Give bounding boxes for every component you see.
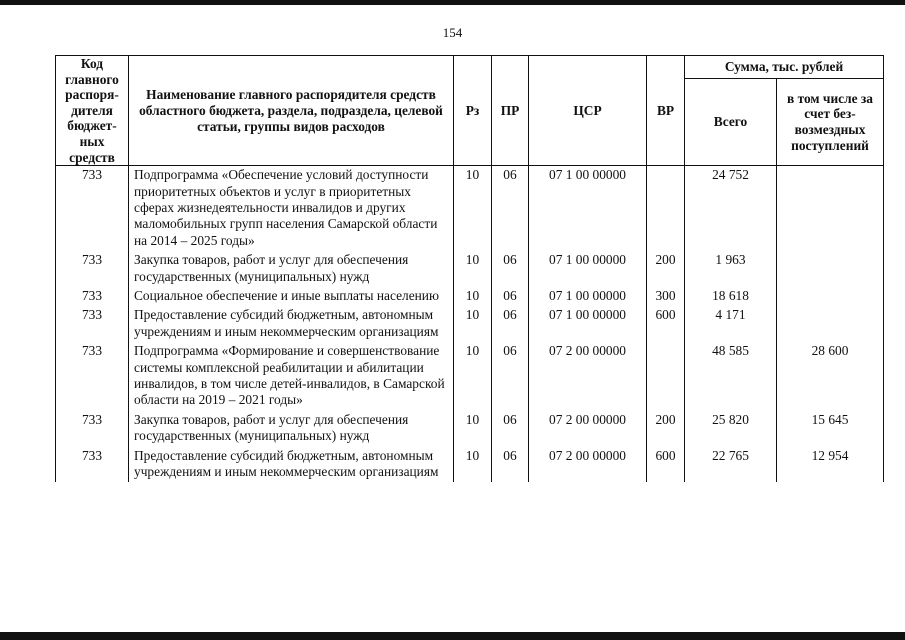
cell-grants [777, 287, 884, 306]
cell-name: Социальное обеспечение и иные выплаты населению [129, 287, 454, 306]
scan-bottom-edge [0, 632, 905, 640]
budget-table [55, 55, 884, 482]
cell-code: 733 [56, 166, 129, 252]
cell-pr: 06 [492, 411, 529, 447]
cell-code: 733 [56, 342, 129, 411]
cell-code: 733 [56, 287, 129, 306]
cell-total: 48 585 [685, 342, 777, 411]
cell-rz: 10 [454, 342, 492, 411]
table-row [56, 447, 884, 483]
cell-code: 733 [56, 306, 129, 342]
header-total: Всего [685, 79, 777, 166]
cell-csr: 07 2 00 00000 [529, 411, 647, 447]
cell-rz: 10 [454, 411, 492, 447]
table-row [56, 306, 884, 342]
cell-total: 22 765 [685, 447, 777, 483]
cell-vr: 600 [647, 447, 685, 483]
cell-pr: 06 [492, 447, 529, 483]
header-name: Наименование главного распорядителя средств областного бюджета, раздела, подраздела, целевой статьи, группы видов расходов [129, 56, 454, 166]
header-grants: в том числе за счет без-возмездных поступлений [777, 79, 884, 166]
cell-grants: 15 645 [777, 411, 884, 447]
cell-rz: 10 [454, 287, 492, 306]
header-rz: Рз [454, 56, 492, 166]
cell-total: 24 752 [685, 166, 777, 252]
cell-rz: 10 [454, 447, 492, 483]
cell-grants [777, 306, 884, 342]
cell-pr: 06 [492, 342, 529, 411]
cell-pr: 06 [492, 166, 529, 252]
table-row [56, 287, 884, 306]
header-pr: ПР [492, 56, 529, 166]
cell-name: Предоставление субсидий бюджетным, автономным учреждениям и иным некоммерческим организациям [129, 447, 454, 483]
table-body [56, 166, 884, 483]
cell-vr [647, 166, 685, 252]
cell-pr: 06 [492, 251, 529, 287]
cell-rz: 10 [454, 251, 492, 287]
header-csr: ЦСР [529, 56, 647, 166]
cell-grants: 28 600 [777, 342, 884, 411]
cell-total: 18 618 [685, 287, 777, 306]
cell-pr: 06 [492, 306, 529, 342]
cell-name: Подпрограмма «Формирование и совершенствование системы комплексной реабилитации и абилитации инвалидов, в том числе детей-инвалидов, в Самарской области на 2019 – 2021 годы» [129, 342, 454, 411]
cell-vr: 300 [647, 287, 685, 306]
cell-code: 733 [56, 411, 129, 447]
scan-top-edge [0, 0, 905, 5]
cell-code: 733 [56, 447, 129, 483]
cell-name: Подпрограмма «Обеспечение условий доступности приоритетных объектов и услуг в приоритетных сферах жизнедеятельности инвалидов и других маломобильных групп населения Самарской области на 2014 – 2025 годы» [129, 166, 454, 252]
table-row [56, 411, 884, 447]
cell-name: Закупка товаров, работ и услуг для обеспечения государственных (муниципальных) нужд [129, 251, 454, 287]
cell-csr: 07 1 00 00000 [529, 166, 647, 252]
cell-total: 4 171 [685, 306, 777, 342]
cell-name: Предоставление субсидий бюджетным, автономным учреждениям и иным некоммерческим организациям [129, 306, 454, 342]
cell-vr: 600 [647, 306, 685, 342]
cell-csr: 07 2 00 00000 [529, 342, 647, 411]
cell-code: 733 [56, 251, 129, 287]
cell-name: Закупка товаров, работ и услуг для обеспечения государственных (муниципальных) нужд [129, 411, 454, 447]
cell-csr: 07 1 00 00000 [529, 287, 647, 306]
cell-pr: 06 [492, 287, 529, 306]
cell-grants: 12 954 [777, 447, 884, 483]
table-row [56, 342, 884, 411]
table-row [56, 251, 884, 287]
cell-rz: 10 [454, 306, 492, 342]
page-number: 154 [442, 25, 463, 40]
cell-vr [647, 342, 685, 411]
cell-grants [777, 251, 884, 287]
header-vr: ВР [647, 56, 685, 166]
cell-csr: 07 1 00 00000 [529, 306, 647, 342]
cell-total: 1 963 [685, 251, 777, 287]
cell-rz: 10 [454, 166, 492, 252]
cell-vr: 200 [647, 251, 685, 287]
cell-total: 25 820 [685, 411, 777, 447]
header-code: Код главного распоря-дителя бюджет-ных средств [56, 56, 129, 166]
cell-csr: 07 2 00 00000 [529, 447, 647, 483]
cell-vr: 200 [647, 411, 685, 447]
cell-grants [777, 166, 884, 252]
cell-csr: 07 1 00 00000 [529, 251, 647, 287]
table-row [56, 166, 884, 252]
header-sum-group: Сумма, тыс. рублей [685, 56, 884, 79]
